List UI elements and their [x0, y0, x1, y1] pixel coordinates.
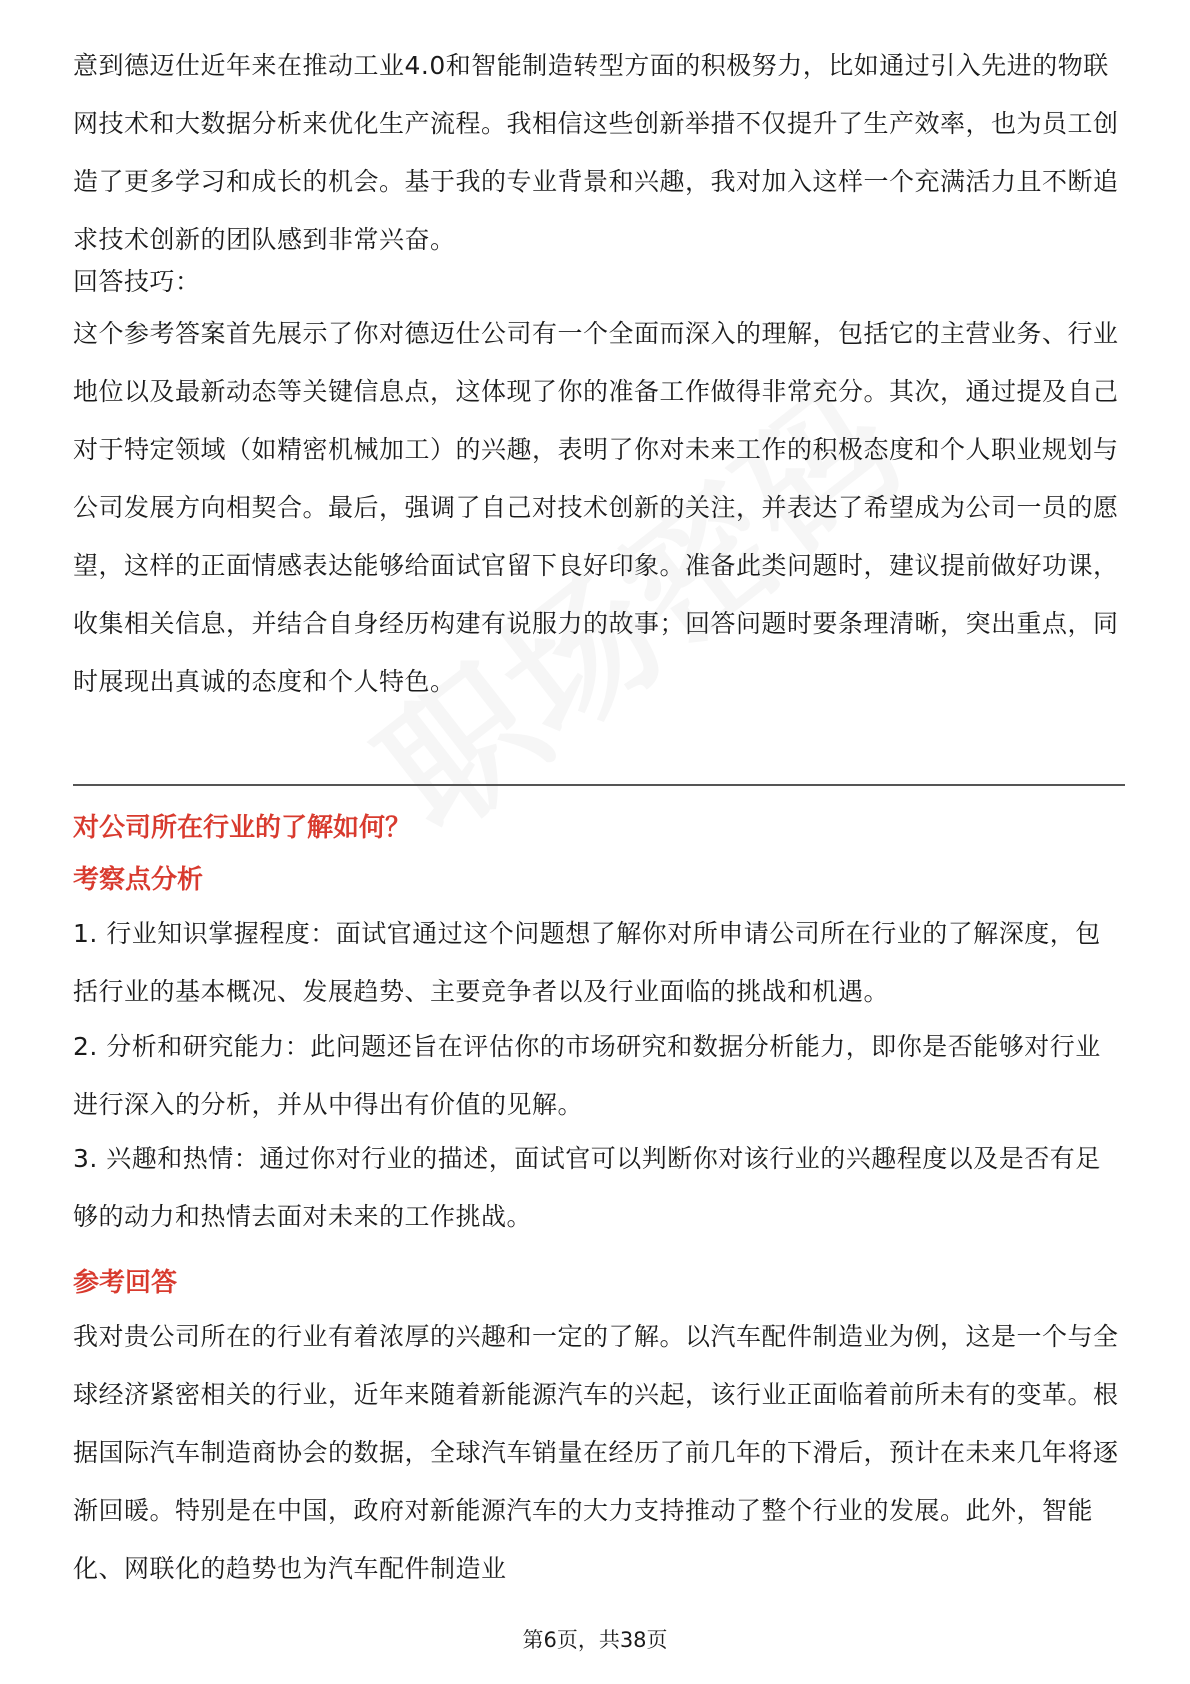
- analysis-point-2: 2. 分析和研究能力：此问题还旨在评估你的市场研究和数据分析能力，即你是否能够对行业进行深入的分析，并从中得出有价值的见解。: [73, 1032, 1101, 1119]
- intro-paragraph: 意到德迈仕近年来在推动工业4.0和智能制造转型方面的积极努力，比如通过引入先进的物联网技术和大数据分析来优化生产流程。我相信这些创新举措不仅提升了生产效率，也为员工创造了更多学习和成长的机会。基于我的专业背景和兴趣，我对加入这样一个充满活力且不断追求技术创新的团队感到非常兴奋。: [73, 51, 1119, 254]
- analysis-point-1: 1. 行业知识掌握程度：面试官通过这个问题想了解你对所申请公司所在行业的了解深度，包括行业的基本概况、发展趋势、主要竞争者以及行业面临的挑战和机遇。: [73, 919, 1101, 1006]
- tips-label: 回答技巧：: [73, 267, 201, 296]
- analysis-point-3: 3. 兴趣和热情：通过你对行业的描述，面试官可以判断你对该行业的兴趣程度以及是否有足够的动力和热情去面对未来的工作挑战。: [73, 1144, 1101, 1231]
- analysis-heading: 考察点分析: [73, 865, 204, 895]
- tips-paragraph: 这个参考答案首先展示了你对德迈仕公司有一个全面而深入的理解，包括它的主营业务、行业地位以及最新动态等关键信息点，这体现了你的准备工作做得非常充分。其次，通过提及自己对于特定领域（如精密机械加工）的兴趣，表明了你对未来工作的积极态度和个人职业规划与公司发展方向相契合。最后，强调了自己对技术创新的关注，并表达了希望成为公司一员的愿望，这样的正面情感表达能够给面试官留下良好印象。准备此类问题时，建议提前做好功课，收集相关信息，并结合自身经历构建有说服力的故事；回答问题时要条理清晰，突出重点，同时展现出真诚的态度和个人特色。: [73, 319, 1119, 696]
- answer-paragraph: 我对贵公司所在的行业有着浓厚的兴趣和一定的了解。以汽车配件制造业为例，这是一个与全球经济紧密相关的行业，近年来随着新能源汽车的兴起，该行业正面临着前所未有的变革。根据国际汽车制造商协会的数据，全球汽车销量在经历了前几年的下滑后，预计在未来几年将逐渐回暖。特别是在中国，政府对新能源汽车的大力支持推动了整个行业的发展。此外，智能化、网联化的趋势也为汽车配件制造业: [73, 1322, 1119, 1583]
- section-divider: [73, 784, 1125, 786]
- page-number: 第6页，共38页: [522, 1628, 668, 1652]
- answer-heading: 参考回答: [73, 1268, 178, 1298]
- question-title: 对公司所在行业的了解如何？: [73, 813, 412, 843]
